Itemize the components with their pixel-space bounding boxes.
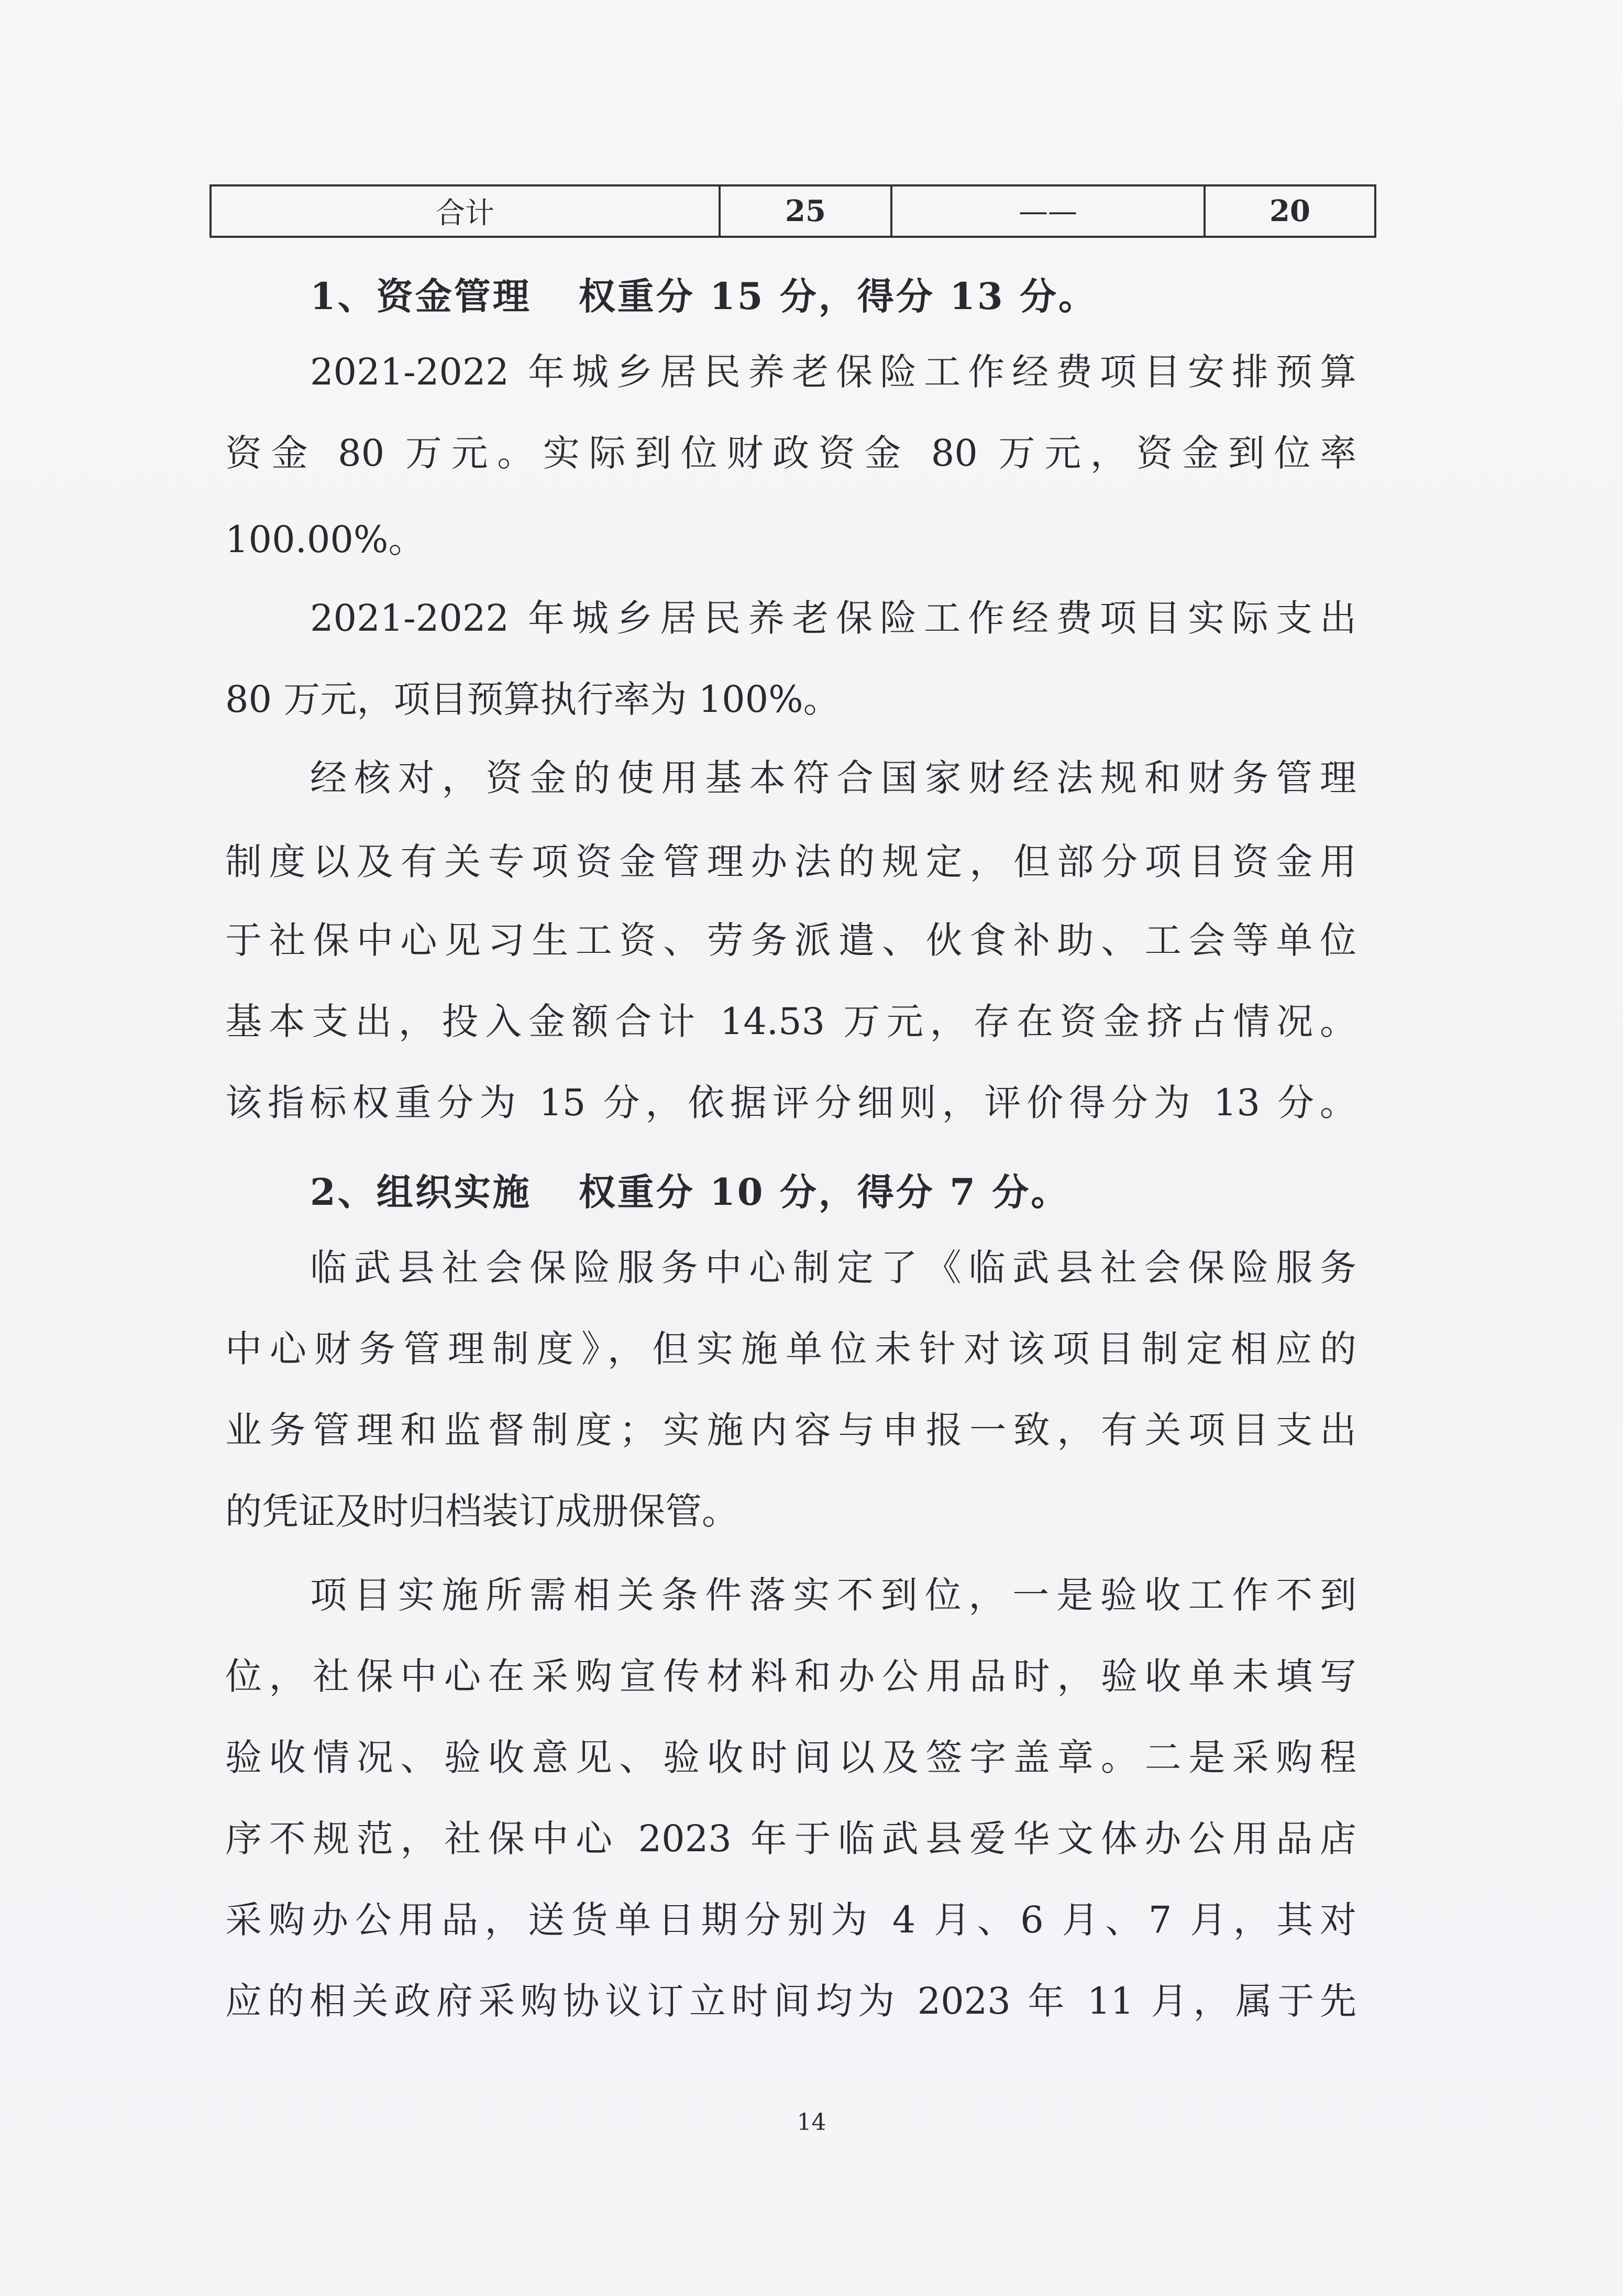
section1-heading-score: 权重分 15 分，得分 13 分。 (578, 274, 1098, 318)
section2-heading-title: 2、组织实施 (310, 1170, 532, 1214)
total-dash-cell: —— (891, 185, 1205, 237)
paragraph-line: 验收情况、验收意见、验收时间以及签字盖章。二是采购程 (225, 1736, 1356, 1779)
total-weight-cell: 25 (720, 185, 891, 237)
total-score-cell: 20 (1205, 185, 1375, 237)
paragraph-line: 2021-2022 年城乡居民养老保险工作经费项目实际支出 (310, 597, 1356, 640)
paragraph-line: 的凭证及时归档装订成册保管。 (225, 1490, 738, 1533)
paragraph-line: 80 万元，项目预算执行率为 100%。 (225, 678, 840, 721)
paragraph-line: 位，社保中心在采购宣传材料和办公用品时，验收单未填写 (225, 1655, 1356, 1698)
paragraph-line: 临武县社会保险服务中心制定了《临武县社会保险服务 (310, 1246, 1356, 1289)
paragraph-line: 该指标权重分为 15 分，依据评分细则，评价得分为 13 分。 (225, 1081, 1356, 1124)
paragraph-line: 应的相关政府采购协议订立时间均为 2023 年 11 月，属于先 (225, 1980, 1356, 2023)
paragraph-line: 2021-2022 年城乡居民养老保险工作经费项目安排预算 (310, 350, 1356, 393)
paragraph-line: 业务管理和监督制度；实施内容与申报一致，有关项目支出 (225, 1409, 1356, 1452)
table-row (211, 185, 1375, 237)
paragraph-line: 制度以及有关专项资金管理办法的规定，但部分项目资金用 (225, 840, 1356, 883)
paragraph-line: 项目实施所需相关条件落实不到位，一是验收工作不到 (310, 1574, 1356, 1617)
page-number: 14 (797, 2109, 826, 2136)
paragraph-line: 基本支出，投入金额合计 14.53 万元，存在资金挤占情况。 (225, 1000, 1356, 1043)
paragraph-line: 100.00%。 (225, 518, 425, 561)
total-label-cell: 合计 (211, 185, 720, 237)
section2-heading-score: 权重分 10 分，得分 7 分。 (578, 1170, 1070, 1214)
section1-heading-title: 1、资金管理 (310, 274, 532, 318)
paragraph-line: 于社保中心见习生工资、劳务派遣、伙食补助、工会等单位 (225, 919, 1356, 962)
paragraph-line: 序不规范，社保中心 2023 年于临武县爱华文体办公用品店 (225, 1817, 1356, 1860)
total-score-table (209, 184, 1376, 238)
paragraph-line: 资金 80 万元。实际到位财政资金 80 万元，资金到位率 (225, 432, 1356, 475)
paragraph-line: 经核对，资金的使用基本符合国家财经法规和财务管理 (310, 756, 1356, 799)
section1-heading (310, 267, 1097, 320)
paragraph-line: 采购办公用品，送货单日期分别为 4 月、6 月、7 月，其对 (225, 1898, 1356, 1941)
paragraph-line: 中心财务管理制度》，但实施单位未针对该项目制定相应的 (225, 1327, 1356, 1370)
section2-heading (310, 1163, 1069, 1216)
